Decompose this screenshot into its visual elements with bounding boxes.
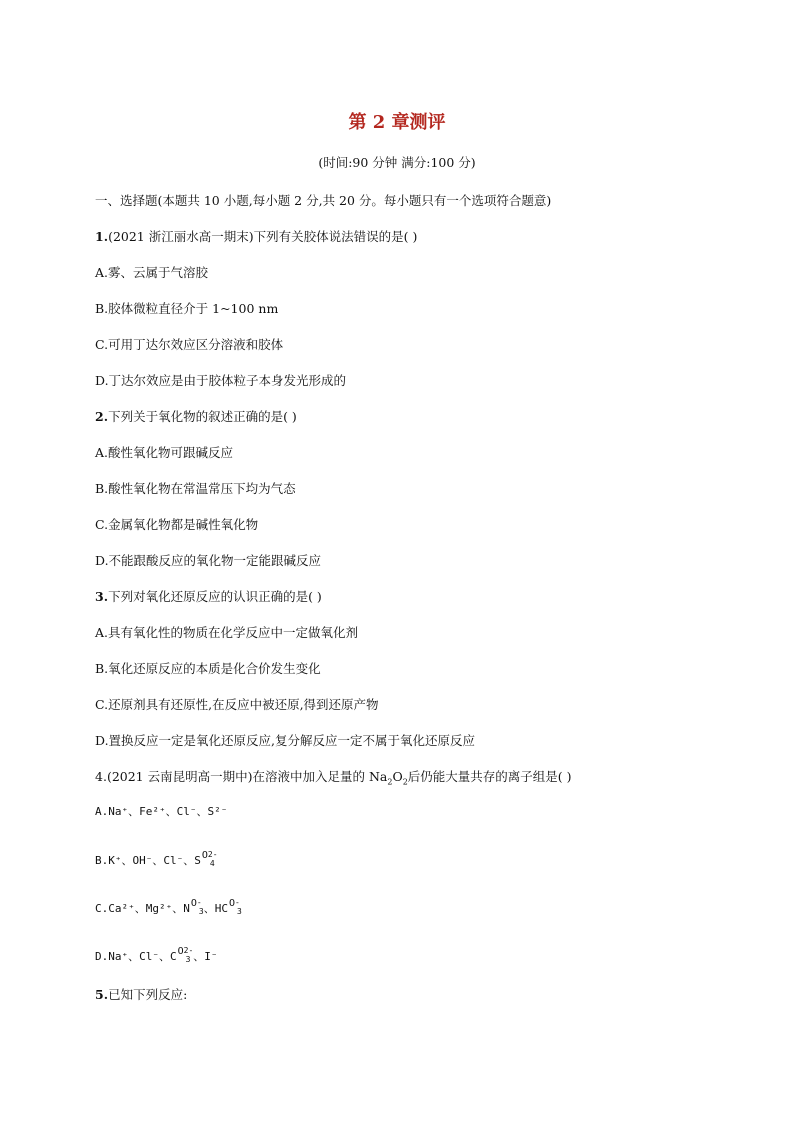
option-1d: D.丁达尔效应是由于胶体粒子本身发光形成的 [95,373,347,388]
question-5 [95,985,187,1003]
section-heading: 一、选择题(本题共 10 小题,每小题 2 分,共 20 分。每小题只有一个选项符合题意) [95,193,552,208]
page-title: 第 2 章测评 [348,112,446,133]
question-3 [95,587,322,605]
option-3d: D.置换反应一定是氧化还原反应,复分解反应一定不属于氧化还原反应 [95,733,476,748]
question-2 [95,407,297,425]
option-2b: B.酸性氧化物在常温常压下均为气态 [95,481,296,496]
question-1 [95,227,417,245]
question-4 [95,767,572,787]
question-stem: (2021 浙江丽水高一期末)下列有关胶体说法错误的是( ) [108,229,418,244]
option-1c: C.可用丁达尔效应区分溶液和胶体 [95,337,284,352]
question-number: 3. [95,589,109,604]
question-stem: 下列对氧化还原反应的认识正确的是( ) [108,589,322,604]
question-stem: 已知下列反应: [108,987,188,1002]
option-1a: A.雾、云属于气溶胶 [95,265,209,280]
question-number: 1. [95,229,109,244]
exam-info: (时间:90 分钟 满分:100 分) [318,155,476,170]
question-stem: (2021 云南昆明高一期中)在溶液中加入足量的 $Na_2O_2$后仍能大量共存的离子组是( ) [106,769,572,787]
option-4a: A.Na⁺、Fe²⁺、Cl⁻、S²⁻ [95,805,228,818]
option-2d: D.不能跟酸反应的氧化物一定能跟碱反应 [95,553,322,568]
option-3a: A.具有氧化性的物质在化学反应中一定做氧化剂 [95,625,359,640]
question-number: 2. [95,409,109,424]
option-4b: B.K⁺、OH⁻、Cl⁻、S O 2- 4 [95,850,218,868]
option-2c: C.金属氧化物都是碱性氧化物 [95,517,259,532]
option-3b: B.氧化还原反应的本质是化合价发生变化 [95,661,321,676]
option-3c: C.还原剂具有还原性,在反应中被还原,得到还原产物 [95,697,379,712]
option-2a: A.酸性氧化物可跟碱反应 [95,445,234,460]
question-stem: 下列关于氧化物的叙述正确的是( ) [108,409,297,424]
option-4c: C.Ca²⁺、Mg²⁺、N O - 3 、HC O - 3 [95,898,242,916]
question-number: 5. [95,987,109,1002]
option-4d: D.Na⁺、Cl⁻、C O 2- 3 、I⁻ [95,946,218,964]
question-number: 4. [95,769,107,784]
option-1b: B.胶体微粒直径介于 1~100 nm [95,301,279,316]
